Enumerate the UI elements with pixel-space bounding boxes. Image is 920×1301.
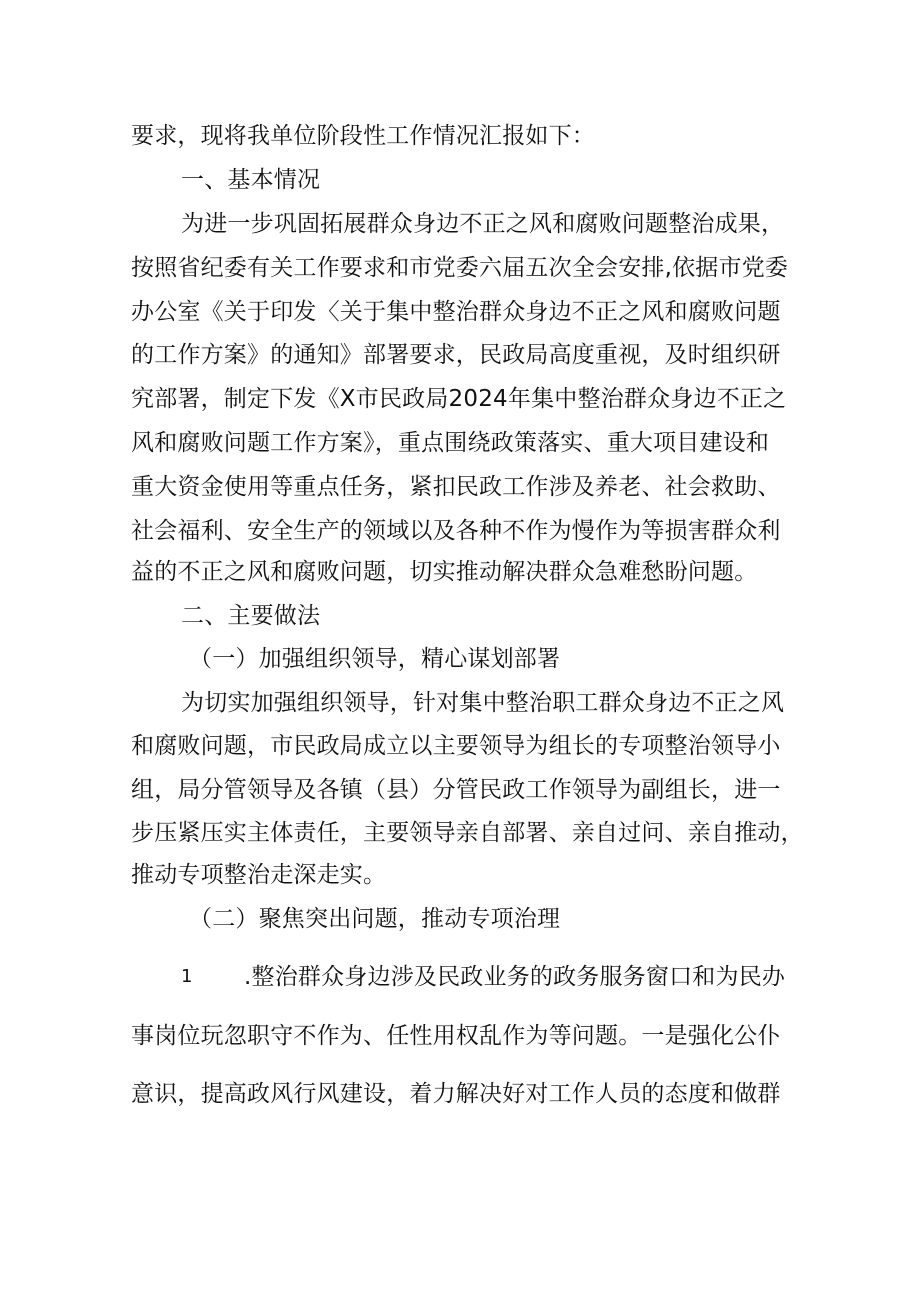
paragraph-line: 究部署，制定下发《X市民政局2024年集中整治群众身边不正之 — [131, 386, 787, 412]
paragraph-line: 意识，提高政风行风建设，着力解决好对工作人员的态度和做群 — [131, 1081, 781, 1107]
paragraph-line: 按照省纪委有关工作要求和市党委六届五次全会安排,依据市党委 — [131, 255, 789, 281]
paragraph-line: 为切实加强组织领导，针对集中整治职工群众身边不正之风 — [181, 690, 785, 716]
paragraph-line: 事岗位玩忽职守不作为、任性用权乱作为等问题。一是强化公仆 — [131, 1023, 781, 1049]
paragraph-line: 风和腐败问题工作方案》，重点围绕政策落实、重大项目建设和 — [131, 430, 770, 456]
subsection-heading: （二）聚焦突出问题，推动专项治理 — [189, 906, 561, 932]
paragraph-line: .整治群众身边涉及民政业务的政务服务窗口和为民办 — [244, 964, 786, 990]
paragraph-line: 的工作方案》的通知》部署要求，民政局高度重视，及时组织研 — [131, 342, 781, 368]
paragraph-line: 要求，现将我单位阶段性工作情况汇报如下： — [131, 123, 595, 149]
paragraph-line: 组，局分管领导及各镇（县）分管民政工作领导为副组长，进一 — [131, 777, 781, 803]
paragraph-line: 办公室《关于印发〈关于集中整治群众身边不正之风和腐败问题 — [131, 299, 781, 325]
item-number: 1 — [181, 966, 193, 987]
paragraph-line: 步压紧压实主体责任，主要领导亲自部署、亲自过问、亲自推动， — [131, 820, 804, 846]
subsection-heading: （一）加强组织领导，精心谋划部署 — [189, 646, 561, 672]
paragraph-line: 重大资金使用等重点任务，紧扣民政工作涉及养老、社会救助、 — [131, 474, 781, 500]
paragraph-line: 益的不正之风和腐败问题，切实推动解决群众急难愁盼问题。 — [131, 559, 758, 585]
paragraph-line: 社会福利、安全生产的领域以及各种不作为慢作为等损害群众利 — [131, 518, 781, 544]
section-heading: 一、基本情况 — [181, 167, 321, 193]
paragraph-line: 推动专项整治走深走实。 — [131, 862, 387, 888]
paragraph-line: 为进一步巩固拓展群众身边不正之风和腐败问题整治成果， — [181, 211, 785, 237]
section-heading: 二、主要做法 — [181, 603, 321, 629]
paragraph-line: 和腐败问题，市民政局成立以主要领导为组长的专项整治领导小 — [131, 733, 781, 759]
